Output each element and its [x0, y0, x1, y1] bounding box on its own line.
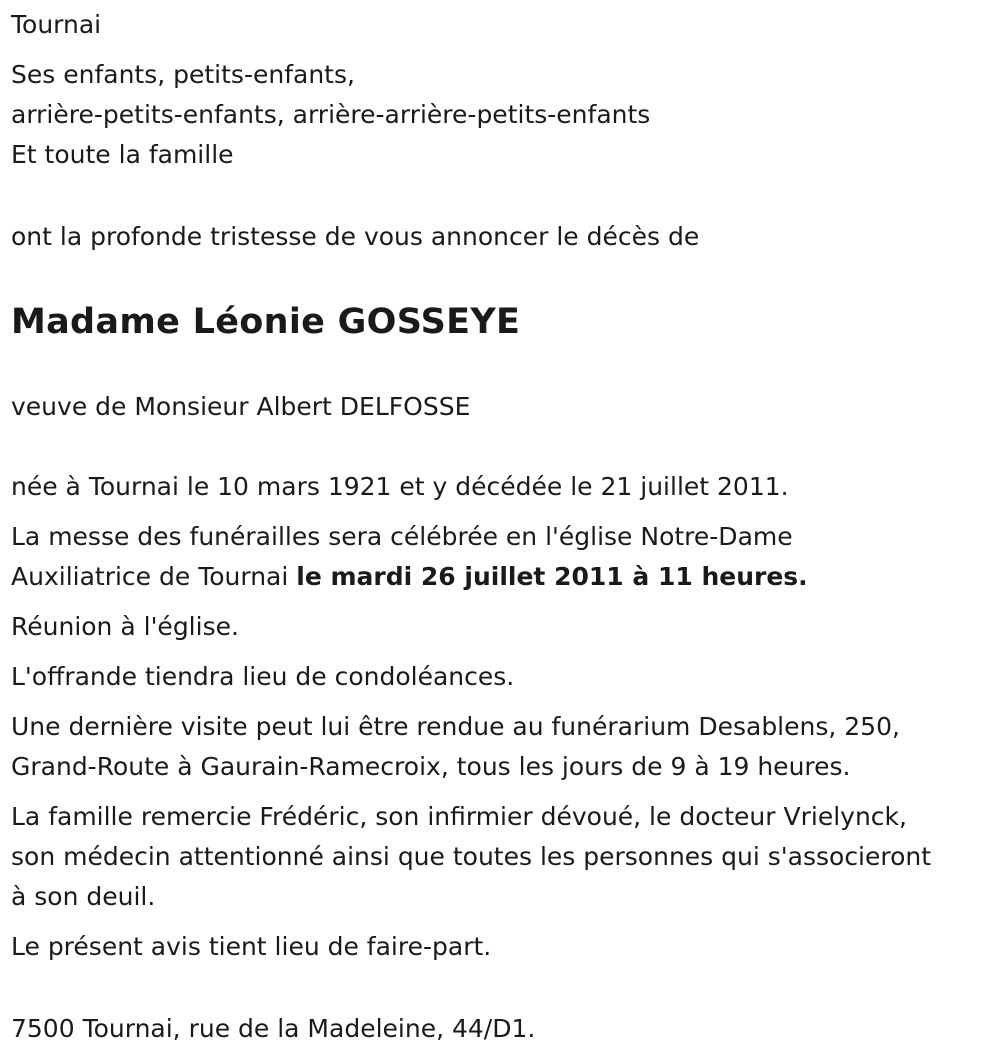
thanks-line: son médecin attentionné ainsi que toutes les personnes qui s'associeront — [11, 842, 932, 871]
visit-line: Grand-Route à Gaurain-Ramecroix, tous les jours de 9 à 19 heures. — [11, 752, 851, 781]
thanks-line: La famille remercie Frédéric, son infirmier dévoué, le docteur Vrielynck, — [11, 802, 907, 831]
funeral-date-time: le mardi 26 juillet 2011 à 11 heures. — [296, 562, 808, 591]
obituary-notice — [11, 5, 996, 1049]
thanks-line: à son deuil. — [11, 882, 156, 911]
deceased-name: Madame Léonie GOSSEYE — [11, 302, 521, 342]
family-line: Et toute la famille — [11, 140, 234, 169]
address-text: 7500 Tournai, rue de la Madeleine, 44/D1. — [11, 1014, 536, 1043]
offering-text: L'offrande tiendra lieu de condoléances. — [11, 662, 515, 691]
family-block — [11, 55, 996, 175]
announcement-text: ont la profonde tristesse de vous annoncer le décès de — [11, 222, 700, 251]
notice-statement: Le présent avis tient lieu de faire-part. — [11, 932, 492, 961]
funeral-mass-line — [11, 557, 996, 597]
family-line: arrière-petits-enfants, arrière-arrière-petits-enfants — [11, 100, 651, 129]
meeting-text: Réunion à l'église. — [11, 612, 239, 641]
visit-block — [11, 707, 996, 787]
widow-of-text: veuve de Monsieur Albert DELFOSSE — [11, 392, 471, 421]
city-header: Tournai — [11, 10, 102, 39]
funeral-mass-line: La messe des funérailles sera célébrée en l'église Notre-Dame — [11, 522, 793, 551]
visit-line: Une dernière visite peut lui être rendue au funérarium Desablens, 250, — [11, 712, 900, 741]
thanks-block — [11, 797, 996, 917]
birth-death-text: née à Tournai le 10 mars 1921 et y décédée le 21 juillet 2011. — [11, 472, 789, 501]
funeral-mass-block — [11, 517, 996, 597]
funeral-mass-location: Auxiliatrice de Tournai — [11, 562, 297, 591]
family-line: Ses enfants, petits-enfants, — [11, 60, 355, 89]
